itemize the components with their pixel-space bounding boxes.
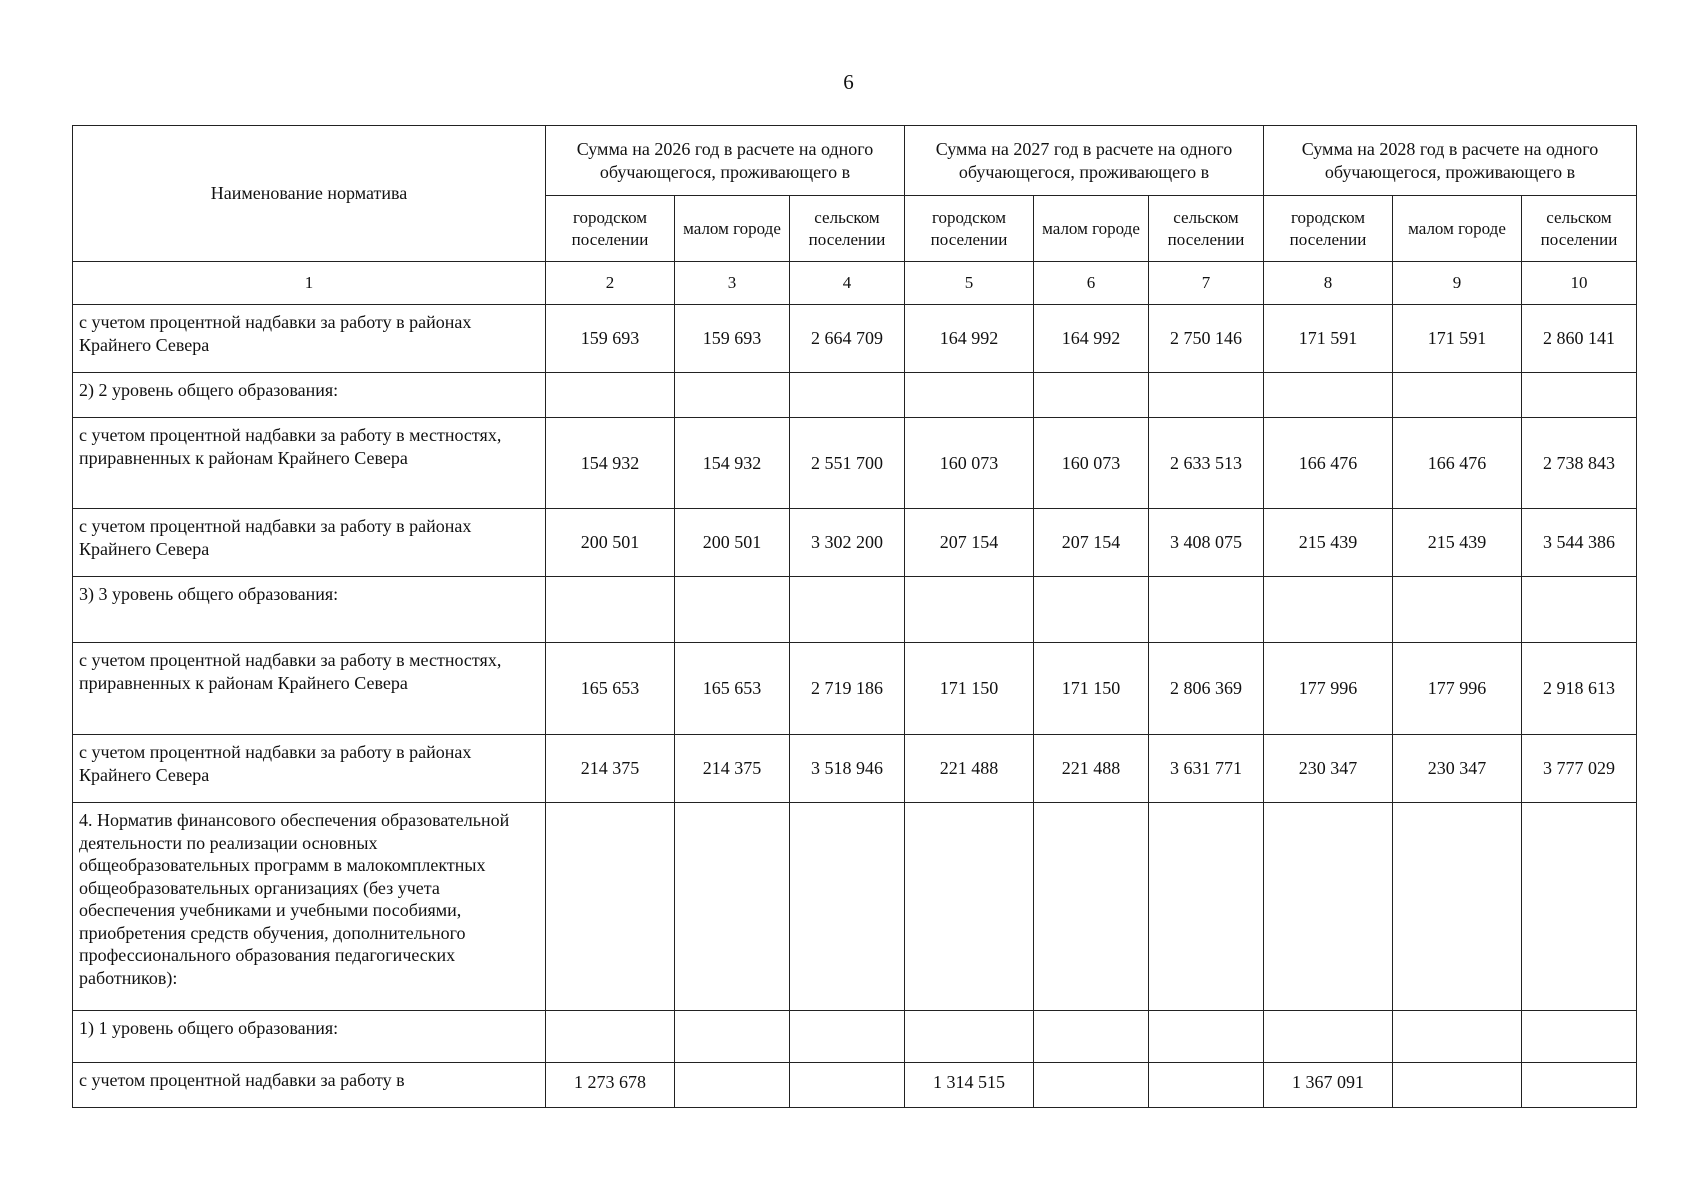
row-value: 171 150 [905, 643, 1034, 735]
header-name-column: Наименование норматива [73, 126, 546, 262]
row-value [1149, 1063, 1264, 1108]
row-value [1149, 577, 1264, 643]
row-value: 165 653 [546, 643, 675, 735]
column-number: 8 [1264, 262, 1393, 305]
header-group-2027: Сумма на 2027 год в расчете на одного обучающегося, проживающего в [905, 126, 1264, 196]
row-value: 1 367 091 [1264, 1063, 1393, 1108]
row-value [1149, 1011, 1264, 1063]
row-value: 3 544 386 [1522, 509, 1637, 577]
row-value [1034, 577, 1149, 643]
row-value: 1 273 678 [546, 1063, 675, 1108]
row-value [546, 373, 675, 418]
column-number: 9 [1393, 262, 1522, 305]
column-number: 10 [1522, 262, 1637, 305]
column-number: 5 [905, 262, 1034, 305]
row-value: 230 347 [1264, 735, 1393, 803]
row-value [1393, 1011, 1522, 1063]
row-value: 171 591 [1264, 305, 1393, 373]
row-value [1522, 803, 1637, 1011]
row-value: 2 719 186 [790, 643, 905, 735]
header-subcol: сельском поселении [1522, 196, 1637, 262]
table-row [73, 1063, 1637, 1108]
column-number: 2 [546, 262, 675, 305]
column-number: 7 [1149, 262, 1264, 305]
row-value: 159 693 [675, 305, 790, 373]
row-value [905, 373, 1034, 418]
row-value: 166 476 [1393, 418, 1522, 509]
row-value [1522, 373, 1637, 418]
row-value [1393, 1063, 1522, 1108]
header-subcol: малом городе [1393, 196, 1522, 262]
row-value [790, 1063, 905, 1108]
row-value: 2 664 709 [790, 305, 905, 373]
row-value [1522, 1011, 1637, 1063]
row-name: с учетом процентной надбавки за работу в [73, 1063, 546, 1108]
page-number: 6 [843, 70, 854, 94]
row-value: 221 488 [1034, 735, 1149, 803]
row-value [1264, 373, 1393, 418]
row-value: 1 314 515 [905, 1063, 1034, 1108]
table-row [73, 373, 1637, 418]
row-value: 221 488 [905, 735, 1034, 803]
row-value: 3 408 075 [1149, 509, 1264, 577]
header-subcol: сельском поселении [1149, 196, 1264, 262]
row-value: 200 501 [546, 509, 675, 577]
row-value: 159 693 [546, 305, 675, 373]
row-name: с учетом процентной надбавки за работу в районах Крайнего Севера [73, 735, 546, 803]
row-value [1149, 373, 1264, 418]
header-subcol: городском поселении [546, 196, 675, 262]
row-value: 171 150 [1034, 643, 1149, 735]
row-value: 214 375 [675, 735, 790, 803]
row-value [546, 1011, 675, 1063]
row-value: 3 302 200 [790, 509, 905, 577]
row-value [1393, 373, 1522, 418]
row-name: 1) 1 уровень общего образования: [73, 1011, 546, 1063]
row-value: 3 518 946 [790, 735, 905, 803]
row-name: 3) 3 уровень общего образования: [73, 577, 546, 643]
row-name: с учетом процентной надбавки за работу в местностях, приравненных к районам Крайнего Севера [73, 418, 546, 509]
row-value [1149, 803, 1264, 1011]
row-value [905, 577, 1034, 643]
row-value [675, 803, 790, 1011]
row-value: 2 738 843 [1522, 418, 1637, 509]
row-value: 160 073 [1034, 418, 1149, 509]
row-value: 2 918 613 [1522, 643, 1637, 735]
row-value [1034, 373, 1149, 418]
header-group-2026: Сумма на 2026 год в расчете на одного обучающегося, проживающего в [546, 126, 905, 196]
header-group-2028: Сумма на 2028 год в расчете на одного обучающегося, проживающего в [1264, 126, 1637, 196]
row-value [1264, 1011, 1393, 1063]
header-subcol: городском поселении [1264, 196, 1393, 262]
table-row [73, 803, 1637, 1011]
row-value [675, 1063, 790, 1108]
row-value [1522, 1063, 1637, 1108]
row-name: с учетом процентной надбавки за работу в местностях, приравненных к районам Крайнего Севера [73, 643, 546, 735]
header-subcol: малом городе [675, 196, 790, 262]
row-value: 2 860 141 [1522, 305, 1637, 373]
header-subcol: городском поселении [905, 196, 1034, 262]
table-row [73, 1011, 1637, 1063]
row-name: с учетом процентной надбавки за работу в районах Крайнего Севера [73, 509, 546, 577]
row-value: 165 653 [675, 643, 790, 735]
row-name: с учетом процентной надбавки за работу в районах Крайнего Севера [73, 305, 546, 373]
table-row [73, 643, 1637, 735]
row-value: 207 154 [905, 509, 1034, 577]
row-value: 3 631 771 [1149, 735, 1264, 803]
table-body [73, 305, 1637, 1108]
row-value [1034, 1011, 1149, 1063]
row-value: 214 375 [546, 735, 675, 803]
row-value: 164 992 [1034, 305, 1149, 373]
row-value [790, 1011, 905, 1063]
row-value [1034, 1063, 1149, 1108]
row-value: 154 932 [675, 418, 790, 509]
row-value [790, 373, 905, 418]
table-header [73, 126, 1637, 305]
row-value: 164 992 [905, 305, 1034, 373]
row-value: 3 777 029 [1522, 735, 1637, 803]
row-value: 2 750 146 [1149, 305, 1264, 373]
row-value: 160 073 [905, 418, 1034, 509]
table-row [73, 577, 1637, 643]
row-value [675, 1011, 790, 1063]
row-value [1264, 803, 1393, 1011]
row-value: 2 806 369 [1149, 643, 1264, 735]
row-value: 177 996 [1264, 643, 1393, 735]
row-value: 215 439 [1264, 509, 1393, 577]
row-value [675, 373, 790, 418]
row-value [1034, 803, 1149, 1011]
row-name: 4. Норматив финансового обеспечения образовательной деятельности по реализации основных общеобразовательных программ в малокомплектных общеобразовательных организациях (без учета обеспечения учебниками и учебными пособиями, приобретения средств обучения, дополнительного профессионального образования педагогических работников): [73, 803, 546, 1011]
row-value [1393, 577, 1522, 643]
header-subcol: сельском поселении [790, 196, 905, 262]
table-row [73, 735, 1637, 803]
table-row [73, 509, 1637, 577]
row-value: 207 154 [1034, 509, 1149, 577]
column-number-row [73, 262, 1637, 305]
row-name: 2) 2 уровень общего образования: [73, 373, 546, 418]
column-number: 4 [790, 262, 905, 305]
row-value [546, 803, 675, 1011]
row-value [1522, 577, 1637, 643]
row-value: 2 551 700 [790, 418, 905, 509]
normatives-table [72, 125, 1637, 1108]
row-value: 177 996 [1393, 643, 1522, 735]
column-number: 3 [675, 262, 790, 305]
row-value: 230 347 [1393, 735, 1522, 803]
column-number: 1 [73, 262, 546, 305]
row-value [905, 1011, 1034, 1063]
table-row [73, 305, 1637, 373]
row-value: 154 932 [546, 418, 675, 509]
row-value: 200 501 [675, 509, 790, 577]
row-value: 2 633 513 [1149, 418, 1264, 509]
row-value [1264, 577, 1393, 643]
row-value [675, 577, 790, 643]
column-number: 6 [1034, 262, 1149, 305]
row-value [790, 577, 905, 643]
row-value: 171 591 [1393, 305, 1522, 373]
row-value: 215 439 [1393, 509, 1522, 577]
header-subcol: малом городе [1034, 196, 1149, 262]
row-value [546, 577, 675, 643]
row-value: 166 476 [1264, 418, 1393, 509]
row-value [905, 803, 1034, 1011]
row-value [1393, 803, 1522, 1011]
table-row [73, 418, 1637, 509]
row-value [790, 803, 905, 1011]
